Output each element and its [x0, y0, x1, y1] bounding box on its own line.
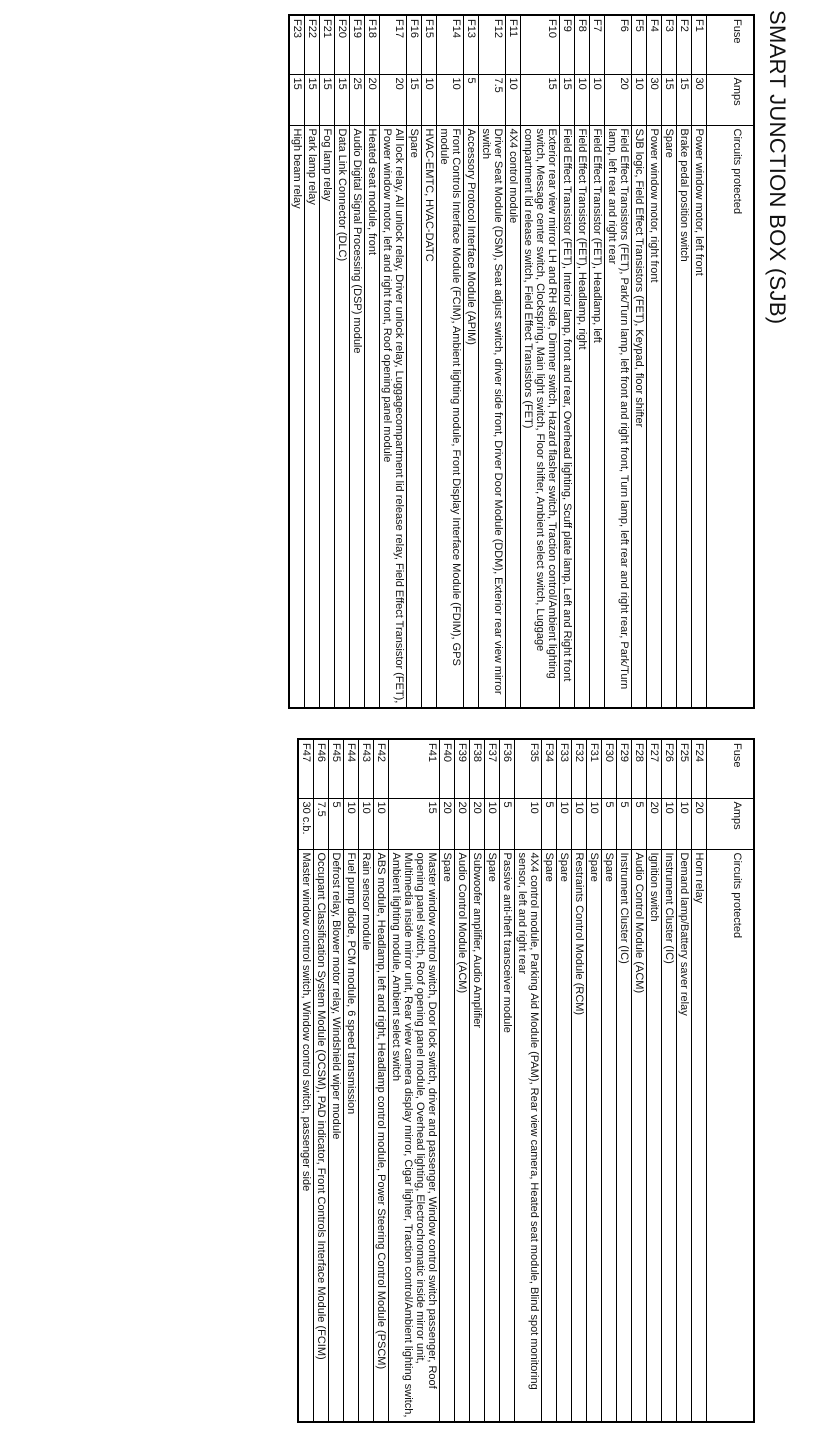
table-row: [521, 15, 560, 708]
amps-cell: 5: [464, 74, 479, 125]
circuit-cell: Front Controls Interface Module (FCIM), Ambient lighting module, Front Display Interface Module (FDIM), GPS module: [437, 125, 464, 708]
table-row: [677, 15, 692, 708]
amps-cell: 20: [692, 798, 707, 849]
header-fuse: Fuse: [707, 739, 755, 798]
amps-cell: 30: [692, 74, 707, 125]
table-row: [422, 15, 437, 708]
fuse-table-a: [288, 14, 755, 709]
fuse-cell: F19: [350, 15, 365, 74]
circuit-cell: Audio Digital Signal Processing (DSP) module: [350, 125, 365, 708]
circuit-cell: Master window control switch, Window control switch, passenger side: [298, 849, 314, 1422]
amps-cell: 15: [677, 74, 692, 125]
circuit-cell: Field Effect Transistor (FET), Headlamp, right: [575, 125, 590, 708]
table-row: [557, 739, 572, 1422]
fuse-cell: F34: [542, 739, 557, 798]
circuit-cell: Rain sensor module: [359, 849, 374, 1422]
amps-cell: 10: [359, 798, 374, 849]
circuit-cell: Occupant Classification System Module (OCSM), PAD indicator, Front Controls Interface Module (FCIM): [314, 849, 329, 1422]
amps-cell: 10: [515, 798, 542, 849]
fuse-cell: F8: [575, 15, 590, 74]
table-row: [692, 15, 707, 708]
table-row: [647, 739, 662, 1422]
fuse-cell: F2: [677, 15, 692, 74]
amps-cell: 20: [365, 74, 380, 125]
fuse-cell: F13: [464, 15, 479, 74]
circuit-cell: Master window control switch, Door lock switch, driver and passenger, Window control switch passenger, Roof opening panel switch, Roof opening panel module, Overhead lighting, Electrochromatic inside mirror unit, Multimedia inside mirror unit, Rear view camera display mirror, Cigar lighter, Traction control/Ambient lighting switch, Ambient lighting module, Ambient select switch: [389, 849, 440, 1422]
table-row: [335, 15, 350, 708]
table-row: [572, 739, 587, 1422]
table-row: [602, 739, 617, 1422]
fuse-cell: F24: [692, 739, 707, 798]
fuse-table-b: [297, 738, 755, 1423]
fuse-cell: F42: [374, 739, 389, 798]
table-row: [662, 739, 677, 1422]
fuse-cell: F10: [521, 15, 560, 74]
amps-cell: 10: [632, 74, 647, 125]
amps-cell: 15: [320, 74, 335, 125]
amps-cell: 10: [557, 798, 572, 849]
fuse-cell: F39: [455, 739, 470, 798]
table-row: [500, 739, 515, 1422]
table-row: [350, 15, 365, 708]
amps-cell: 10: [677, 798, 692, 849]
amps-cell: 10: [485, 798, 500, 849]
circuit-cell: Heated seat module, front: [365, 125, 380, 708]
table-row: [542, 739, 557, 1422]
amps-cell: 10: [662, 798, 677, 849]
amps-cell: 15: [389, 798, 440, 849]
fuse-cell: F43: [359, 739, 374, 798]
amps-cell: 25: [350, 74, 365, 125]
fuse-cell: F4: [647, 15, 662, 74]
fuse-cell: F28: [632, 739, 647, 798]
circuit-cell: Data Link Connector (DLC): [335, 125, 350, 708]
fuse-cell: F5: [632, 15, 647, 74]
table-row: [617, 739, 632, 1422]
circuit-cell: HVAC-EMTC, HVAC-DATC: [422, 125, 437, 708]
amps-cell: 10: [590, 74, 605, 125]
fuse-cell: F9: [560, 15, 575, 74]
table-row: [632, 15, 647, 708]
fuse-cell: F25: [677, 739, 692, 798]
circuit-cell: 4X4 control module, Parking Aid Module (PAM), Rear view camera, Heated seat module, Blind spot monitoring sensor, left and right rear: [515, 849, 542, 1422]
circuit-cell: Instrument Cluster (IC): [662, 849, 677, 1422]
circuit-cell: Spare: [485, 849, 500, 1422]
fuse-cell: F27: [647, 739, 662, 798]
amps-cell: 20: [455, 798, 470, 849]
amps-cell: 7.5: [479, 74, 506, 125]
fuse-table-b-wrapper: [297, 738, 755, 1423]
fuse-cell: F45: [329, 739, 344, 798]
circuit-cell: ABS module, Headlamp, left and right, Headlamp control module, Power Steering Control Module (PSCM): [374, 849, 389, 1422]
circuit-cell: Field Effect Transistors (FET), Park/Turn lamp, left front and right front, Turn lamp, left rear and right rear, Park/Turn lamp, left rear and right rear: [605, 125, 632, 708]
circuit-cell: Fuel pump diode, PCM module, 6 speed transmission: [344, 849, 359, 1422]
circuit-cell: Spare: [557, 849, 572, 1422]
header-amps: Amps: [707, 798, 755, 849]
table-row: [587, 739, 602, 1422]
table-row: [455, 739, 470, 1422]
circuit-cell: Restraints Control Module (RCM): [572, 849, 587, 1422]
table-row: [692, 739, 707, 1422]
table-row: [662, 15, 677, 708]
circuit-cell: Accessory Protocol Interface Module (APIM): [464, 125, 479, 708]
amps-cell: 30: [647, 74, 662, 125]
circuit-cell: Audio Control Module (ACM): [455, 849, 470, 1422]
amps-cell: 5: [542, 798, 557, 849]
amps-cell: 10: [374, 798, 389, 849]
page-title: SMART JUNCTION BOX (SJB): [765, 10, 790, 325]
amps-cell: 10: [506, 74, 521, 125]
table-row: [389, 739, 440, 1422]
circuit-cell: Power window motor, right front: [647, 125, 662, 708]
table-row: [440, 739, 455, 1422]
table-row: [677, 739, 692, 1422]
fuse-cell: F47: [298, 739, 314, 798]
circuit-cell: Field Effect Transistor (FET), Interior lamp, front and rear, Overhead lighting, Scuff plate lamp, Left and Right front: [560, 125, 575, 708]
table-row: [305, 15, 320, 708]
amps-cell: 5: [617, 798, 632, 849]
fuse-cell: F3: [662, 15, 677, 74]
table-row: [289, 15, 305, 708]
amps-cell: 15: [662, 74, 677, 125]
fuse-cell: F29: [617, 739, 632, 798]
circuit-cell: Exterior rear view mirror LH and RH side, Dimmer switch, Hazard flasher switch, Traction control/Ambient lighting switch, Message center switch, Clockspring, Main light switch, Floor shifter, Ambient select switch, Luggage compartment lid release switch, Field Effect Transistors (FET): [521, 125, 560, 708]
amps-cell: 10: [422, 74, 437, 125]
circuit-cell: Driver Seat Module (DSM), Seat adjust switch, driver side front, Driver Door Module (DDM), Exterior rear view mirror switch: [479, 125, 506, 708]
amps-cell: 5: [500, 798, 515, 849]
circuit-cell: Ignition switch: [647, 849, 662, 1422]
table-row: [314, 739, 329, 1422]
circuit-cell: All lock relay, All unlock relay, Driver unlock relay, Luggagecompartment lid release relay, Field Effect Transistor (FET), Power window motor, left and right front, Roof opening panel module: [380, 125, 407, 708]
fuse-cell: F14: [437, 15, 464, 74]
amps-cell: 15: [289, 74, 305, 125]
amps-cell: 20: [470, 798, 485, 849]
table-row: [590, 15, 605, 708]
fuse-cell: F6: [605, 15, 632, 74]
table-row: [344, 739, 359, 1422]
fuse-cell: F40: [440, 739, 455, 798]
circuit-cell: Spare: [602, 849, 617, 1422]
header-circuits: Circuits protected: [707, 125, 755, 708]
amps-cell: 15: [560, 74, 575, 125]
amps-cell: 15: [335, 74, 350, 125]
amps-cell: 5: [602, 798, 617, 849]
table-header-row: [707, 15, 755, 708]
table-row: [464, 15, 479, 708]
table-row: [479, 15, 506, 708]
amps-cell: 5: [329, 798, 344, 849]
fuse-cell: F38: [470, 739, 485, 798]
circuit-cell: Spare: [587, 849, 602, 1422]
amps-cell: 10: [437, 74, 464, 125]
circuit-cell: Spare: [662, 125, 677, 708]
amps-cell: 15: [305, 74, 320, 125]
table-row: [374, 739, 389, 1422]
fuse-cell: F26: [662, 739, 677, 798]
fuse-cell: F36: [500, 739, 515, 798]
fuse-cell: F35: [515, 739, 542, 798]
fuse-cell: F30: [602, 739, 617, 798]
fuse-cell: F11: [506, 15, 521, 74]
amps-cell: 20: [605, 74, 632, 125]
amps-cell: 20: [647, 798, 662, 849]
table-row: [560, 15, 575, 708]
fuse-cell: F1: [692, 15, 707, 74]
table-row: [320, 15, 335, 708]
amps-cell: 20: [380, 74, 407, 125]
header-amps: Amps: [707, 74, 755, 125]
circuit-cell: Field Effect Transistor (FET), Headlamp, left: [590, 125, 605, 708]
table-row: [632, 739, 647, 1422]
amps-cell: 10: [575, 74, 590, 125]
table-row: [407, 15, 422, 708]
fuse-cell: F18: [365, 15, 380, 74]
table-row: [575, 15, 590, 708]
amps-cell: 7.5: [314, 798, 329, 849]
amps-cell: 5: [632, 798, 647, 849]
fuse-cell: F21: [320, 15, 335, 74]
amps-cell: 10: [344, 798, 359, 849]
fuse-cell: F15: [422, 15, 437, 74]
circuit-cell: Demand lamp/Battery saver relay: [677, 849, 692, 1422]
circuit-cell: Defrost relay, Blower motor relay, Windshield wiper module: [329, 849, 344, 1422]
circuit-cell: Instrument Cluster (IC): [617, 849, 632, 1422]
fuse-cell: F17: [380, 15, 407, 74]
amps-cell: 15: [521, 74, 560, 125]
circuit-cell: High beam relay: [289, 125, 305, 708]
fuse-cell: F31: [587, 739, 602, 798]
table-row: [359, 739, 374, 1422]
fuse-cell: F46: [314, 739, 329, 798]
table-row: [329, 739, 344, 1422]
fuse-cell: F44: [344, 739, 359, 798]
table-header-row: [707, 739, 755, 1422]
table-row: [605, 15, 632, 708]
amps-cell: 10: [587, 798, 602, 849]
fuse-cell: F41: [389, 739, 440, 798]
amps-cell: 15: [407, 74, 422, 125]
circuit-cell: Power window motor, left front: [692, 125, 707, 708]
circuit-cell: Audio Control Module (ACM): [632, 849, 647, 1422]
table-row: [485, 739, 500, 1422]
table-row: [380, 15, 407, 708]
circuit-cell: Passive anti-theft transceiver module: [500, 849, 515, 1422]
circuit-cell: Brake pedal position switch: [677, 125, 692, 708]
table-row: [515, 739, 542, 1422]
circuit-cell: SJB logic, Field Effect Transistors (FET), Keypad, floor shifter: [632, 125, 647, 708]
fuse-cell: F33: [557, 739, 572, 798]
amps-cell: 30 c.b.: [298, 798, 314, 849]
circuit-cell: Fog lamp relay: [320, 125, 335, 708]
amps-cell: 20: [440, 798, 455, 849]
circuit-cell: Spare: [407, 125, 422, 708]
fuse-cell: F20: [335, 15, 350, 74]
fuse-cell: F32: [572, 739, 587, 798]
amps-cell: 10: [572, 798, 587, 849]
fuse-cell: F12: [479, 15, 506, 74]
circuit-cell: Subwoofer amplifier, Audio Amplifier: [470, 849, 485, 1422]
circuit-cell: Park lamp relay: [305, 125, 320, 708]
table-row: [298, 739, 314, 1422]
fuse-cell: F37: [485, 739, 500, 798]
fuse-table-a-wrapper: [288, 14, 755, 709]
header-fuse: Fuse: [707, 15, 755, 74]
circuit-cell: Spare: [440, 849, 455, 1422]
circuit-cell: Horn relay: [692, 849, 707, 1422]
table-row: [437, 15, 464, 708]
fuse-cell: F22: [305, 15, 320, 74]
table-row: [470, 739, 485, 1422]
table-row: [365, 15, 380, 708]
header-circuits: Circuits protected: [707, 849, 755, 1422]
table-row: [647, 15, 662, 708]
fuse-cell: F23: [289, 15, 305, 74]
fuse-cell: F16: [407, 15, 422, 74]
fuse-cell: F7: [590, 15, 605, 74]
circuit-cell: 4X4 control module: [506, 125, 521, 708]
circuit-cell: Spare: [542, 849, 557, 1422]
table-row: [506, 15, 521, 708]
